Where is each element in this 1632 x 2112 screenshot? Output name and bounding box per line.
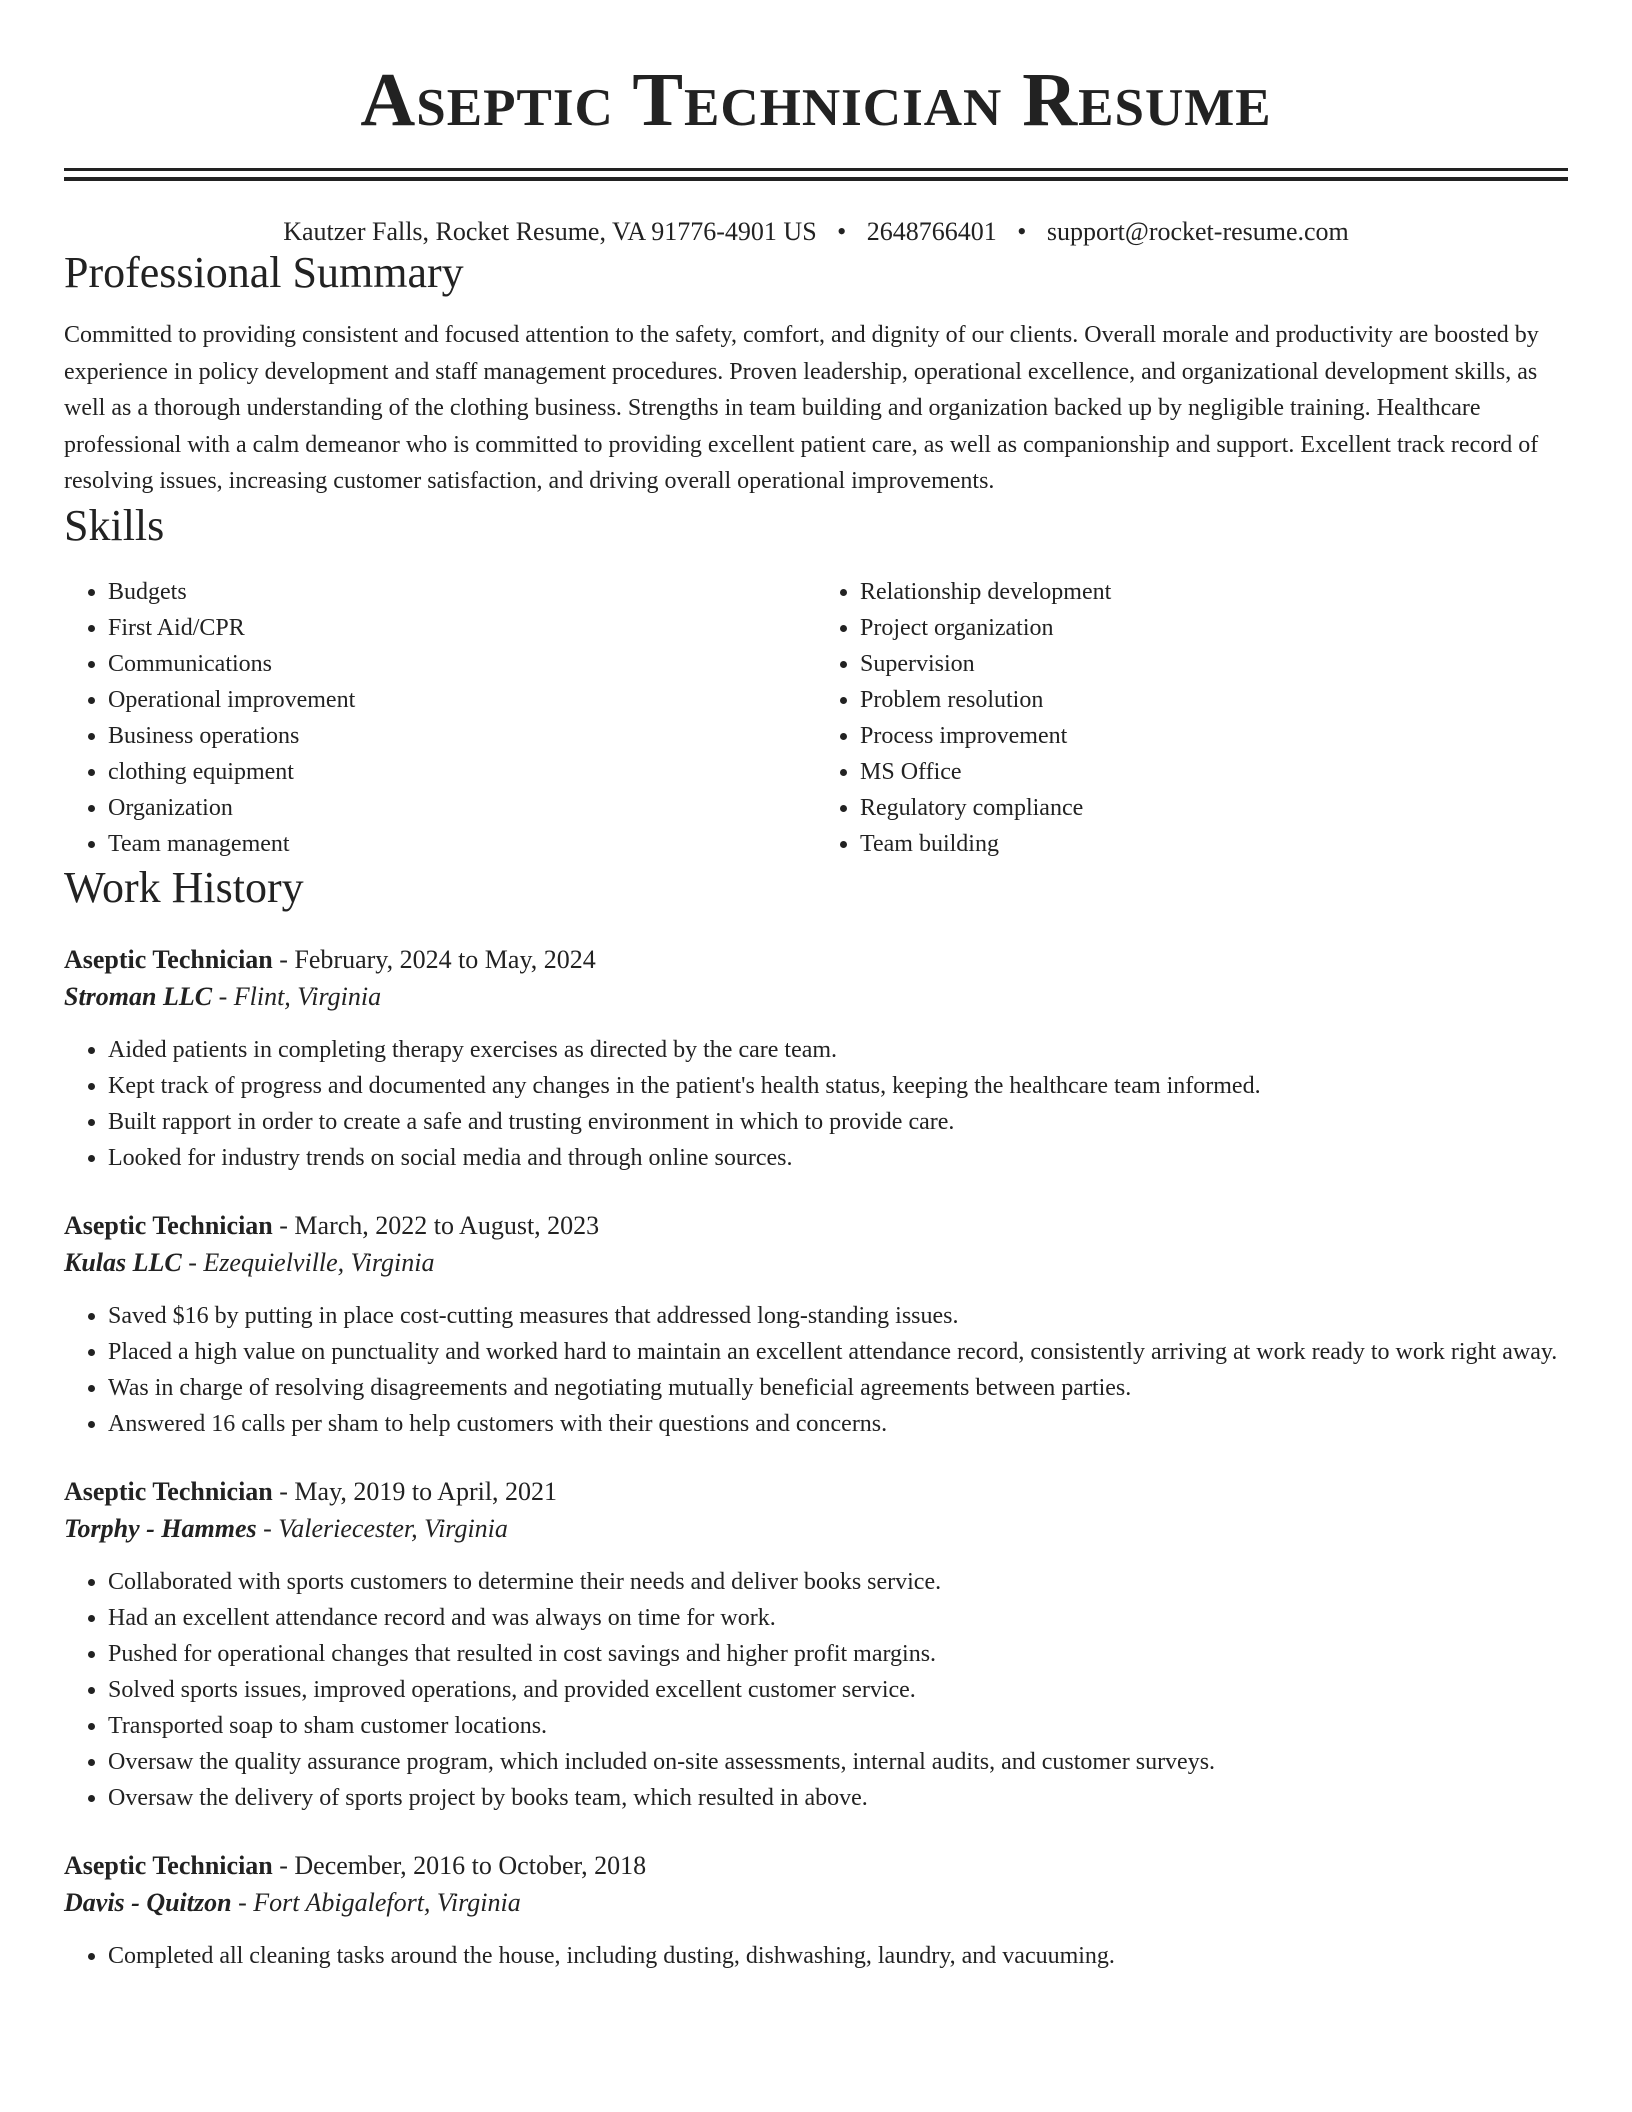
title-rule-top (64, 168, 1568, 171)
page-title: Aseptic Technician Resume (360, 58, 1272, 142)
duty-item: • Transported soap to sham customer locations. (108, 1708, 1568, 1744)
duty-item: • Answered 16 calls per sham to help customers with their questions and concerns. (108, 1406, 1568, 1442)
job-dates: - February, 2024 to May, 2024 (272, 944, 596, 974)
skill-item: • clothing equipment (108, 754, 816, 790)
job-duties (64, 1298, 1568, 1442)
job-title: Aseptic Technician (64, 1476, 273, 1506)
job-company: Davis - Quitzon (64, 1887, 232, 1917)
duty-item: • Saved $16 by putting in place cost-cutting measures that addressed long-standing issues. (108, 1298, 1568, 1334)
skill-item: • Budgets (108, 574, 816, 610)
skill-item: • Process improvement (860, 718, 1568, 754)
job-company-line (64, 1884, 1568, 1922)
title-rule-bottom (64, 177, 1568, 181)
job-company: Torphy - Hammes (64, 1513, 257, 1543)
skill-item: • Team management (108, 826, 816, 862)
job-dates: - May, 2019 to April, 2021 (272, 1476, 558, 1506)
job-entry (64, 1474, 1568, 1816)
contact-separator: • (1017, 217, 1027, 246)
job-dates: - December, 2016 to October, 2018 (272, 1850, 647, 1880)
job-header (64, 942, 1568, 978)
job-header (64, 1474, 1568, 1510)
job-company-line (64, 1244, 1568, 1282)
duty-item: • Collaborated with sports customers to determine their needs and deliver books service. (108, 1564, 1568, 1600)
skill-item: • MS Office (860, 754, 1568, 790)
summary-heading: Professional Summary (64, 248, 464, 297)
duty-item: • Solved sports issues, improved operations, and provided excellent customer service. (108, 1672, 1568, 1708)
job-location: - Valeriecester, Virginia (256, 1513, 508, 1543)
contact-email: support@rocket-resume.com (1046, 217, 1349, 246)
job-header (64, 1848, 1568, 1884)
skill-item: • Communications (108, 646, 816, 682)
job-location: - Ezequielville, Virginia (181, 1247, 435, 1277)
skill-item: • Project organization (860, 610, 1568, 646)
skill-item: • First Aid/CPR (108, 610, 816, 646)
skills-column-right (816, 574, 1568, 862)
summary-text: Committed to providing consistent and focused attention to the safety, comfort, and dignity of our clients. Overall morale and productivity are boosted by experience in policy development and staff management procedures. Proven leadership, operational excellence, and organizational development skills, as well as a thorough understanding of the clothing business. Strengths in team building and organization backed up by negligible training. Healthcare professional with a calm demeanor who is committed to providing excellent patient care, as well as companionship and support. Excellent track record of resolving issues, increasing customer satisfaction, and driving overall operational improvements. (64, 322, 1539, 494)
skill-item: • Organization (108, 790, 816, 826)
duty-item: • Pushed for operational changes that resulted in cost savings and higher profit margins. (108, 1636, 1568, 1672)
duty-item: • Was in charge of resolving disagreements and negotiating mutually beneficial agreements between parties. (108, 1370, 1568, 1406)
job-duties (64, 1032, 1568, 1176)
skills-heading: Skills (64, 500, 165, 550)
work-history-heading: Work History (64, 862, 304, 912)
job-location: - Flint, Virginia (212, 981, 382, 1011)
duty-item: • Completed all cleaning tasks around the house, including dusting, dishwashing, laundry, and vacuuming. (108, 1938, 1568, 1974)
job-title: Aseptic Technician (64, 1850, 273, 1880)
contact-address: Kautzer Falls, Rocket Resume, VA 91776-4901 US (283, 217, 817, 246)
skill-item: • Business operations (108, 718, 816, 754)
job-duties (64, 1938, 1568, 1974)
contact-phone: 2648766401 (866, 217, 997, 246)
contact-separator: • (837, 217, 847, 246)
skill-item: • Problem resolution (860, 682, 1568, 718)
job-title: Aseptic Technician (64, 944, 273, 974)
duty-item: • Oversaw the quality assurance program, which included on-site assessments, internal audits, and customer surveys. (108, 1744, 1568, 1780)
job-header (64, 1208, 1568, 1244)
skill-item: • Operational improvement (108, 682, 816, 718)
duty-item: • Had an excellent attendance record and was always on time for work. (108, 1600, 1568, 1636)
job-title: Aseptic Technician (64, 1210, 273, 1240)
skill-item: • Supervision (860, 646, 1568, 682)
skill-item: • Team building (860, 826, 1568, 862)
skills-list (64, 574, 1568, 862)
duty-item: • Built rapport in order to create a safe and trusting environment in which to provide care. (108, 1104, 1568, 1140)
duty-item: • Oversaw the delivery of sports project by books team, which resulted in above. (108, 1780, 1568, 1816)
job-duties (64, 1564, 1568, 1816)
job-company: Kulas LLC (64, 1247, 182, 1277)
duty-item: • Placed a high value on punctuality and worked hard to maintain an excellent attendance record, consistently arriving at work ready to work right away. (108, 1334, 1568, 1370)
job-entry (64, 1848, 1568, 1974)
job-company: Stroman LLC (64, 981, 213, 1011)
skill-item: • Regulatory compliance (860, 790, 1568, 826)
contact-line (64, 217, 1568, 247)
duty-item: • Aided patients in completing therapy exercises as directed by the care team. (108, 1032, 1568, 1068)
job-location: - Fort Abigalefort, Virginia (231, 1887, 521, 1917)
job-entry (64, 942, 1568, 1176)
skill-item: • Relationship development (860, 574, 1568, 610)
duty-item: • Kept track of progress and documented any changes in the patient's health status, keeping the healthcare team informed. (108, 1068, 1568, 1104)
skills-column-left (64, 574, 816, 862)
duty-item: • Looked for industry trends on social media and through online sources. (108, 1140, 1568, 1176)
job-company-line (64, 978, 1568, 1016)
job-company-line (64, 1510, 1568, 1548)
job-dates: - March, 2022 to August, 2023 (272, 1210, 600, 1240)
job-entry (64, 1208, 1568, 1442)
